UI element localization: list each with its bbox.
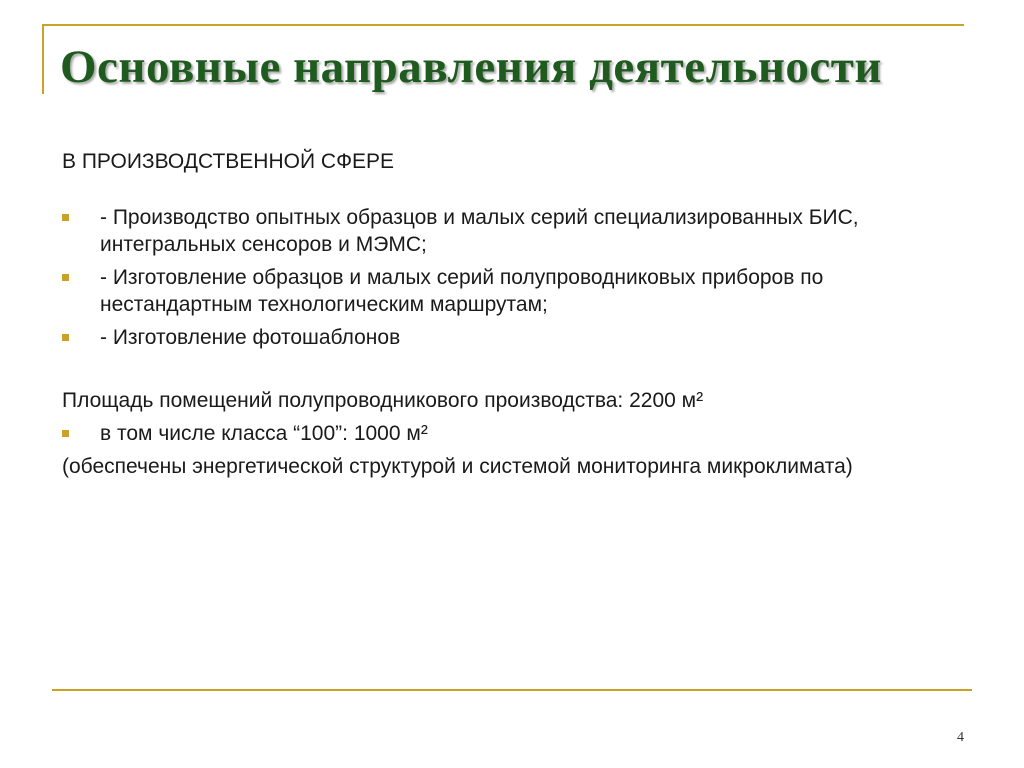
bullet-text: в том числе класса “100”: 1000 м² xyxy=(100,422,428,445)
section-heading: В ПРОИЗВОДСТВЕННОЙ СФЕРЕ xyxy=(62,150,395,173)
slide-title: Основные направления деятельности xyxy=(60,41,882,93)
bottom-border-line xyxy=(52,689,972,691)
square-bullet-icon xyxy=(62,430,69,437)
bullet-text: - Производство опытных образцов и малых серий специализированных БИС, интегральных сенсоров и МЭМС; xyxy=(100,206,859,256)
bullet-text: - Изготовление фотошаблонов xyxy=(100,326,401,349)
production-bullet-list xyxy=(62,204,972,351)
square-bullet-icon xyxy=(62,214,69,221)
bullet-item xyxy=(62,420,972,447)
left-border-line xyxy=(42,24,44,94)
bullet-item xyxy=(62,324,972,351)
square-bullet-icon xyxy=(62,274,69,281)
slide-content xyxy=(62,148,972,480)
area-bullet-list xyxy=(62,420,972,447)
bullet-text: - Изготовление образцов и малых серий полупроводниковых приборов по нестандартным технологическим маршрутам; xyxy=(100,266,824,316)
bullet-item xyxy=(62,204,972,258)
area-text: Площадь помещений полупроводникового производства: 2200 м² xyxy=(62,389,704,412)
page-number: 4 xyxy=(957,730,964,745)
top-border-line xyxy=(42,24,964,26)
note-text: (обеспечены энергетической структурой и системой мониторинга микроклимата) xyxy=(62,455,853,478)
square-bullet-icon xyxy=(62,334,69,341)
bullet-item xyxy=(62,264,972,318)
